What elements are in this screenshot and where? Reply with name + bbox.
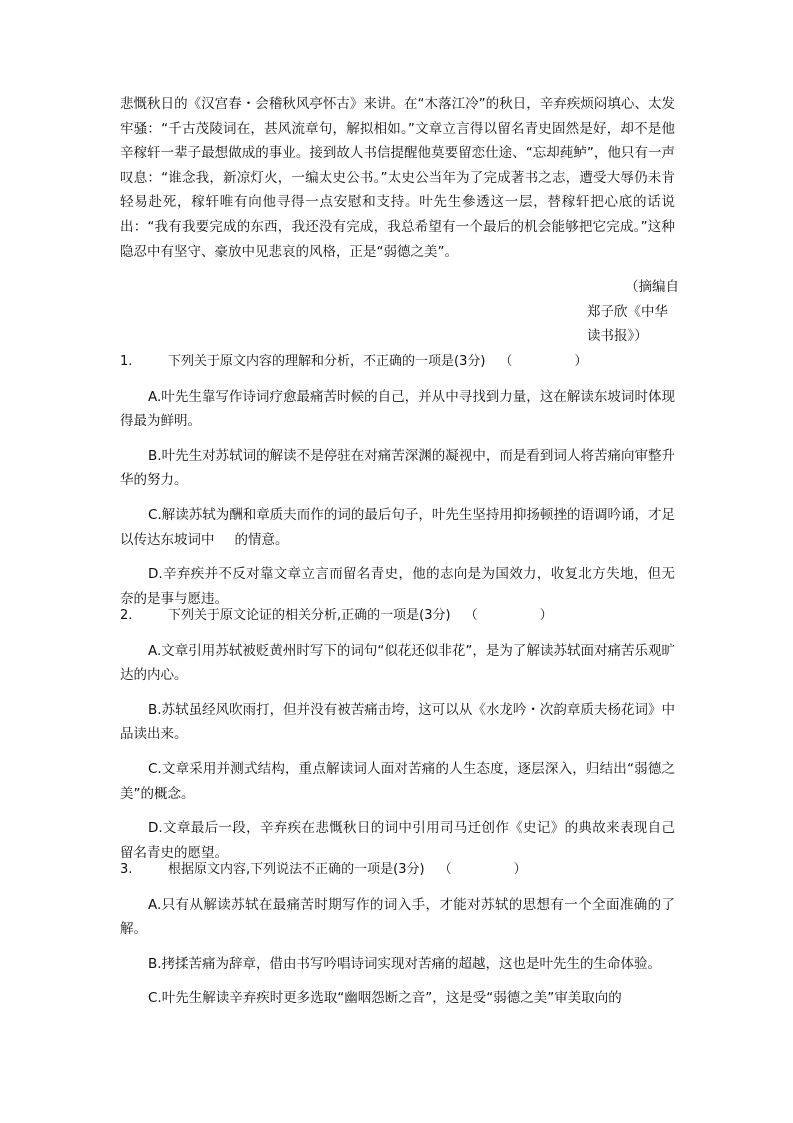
question-3-option-a: A.只有从解读苏轼在最痛苦时期写作的词入手，才能对苏轼的思想有一个全面准确的了解。: [120, 896, 675, 938]
source-line-1: （摘编自: [625, 279, 679, 295]
question-1-stem-line: [120, 350, 675, 375]
source-line-2: 郑子欣《中华: [587, 303, 668, 320]
question-1: [120, 350, 675, 611]
question-2-number: 2.: [120, 608, 133, 623]
question-3-answer-blank[interactable]: （ ）: [438, 862, 527, 877]
question-3: [120, 858, 675, 1011]
source-line-3: 读书报》）: [587, 328, 648, 345]
question-3-stem: 根据原文内容,下列说法不正确的一项是(3分): [168, 862, 425, 877]
question-2-option-c: C.文章采用并测式结构，重点解读词人面对苦痛的人生态度，逐层深入，归结出“弱德之美”的概念。: [120, 760, 675, 802]
question-1-stem: 下列关于原文内容的理解和分析，不正确的一项是(3分): [168, 354, 486, 369]
question-1-answer-blank[interactable]: （ ）: [499, 354, 588, 369]
question-3-option-c: C.叶先生解读辛弃疾时更多选取“幽咽怨断之音”，这是受“弱德之美”审美取向的: [148, 990, 622, 1007]
question-1-number: 1.: [120, 354, 133, 369]
question-3-number: 3.: [120, 862, 133, 877]
source-citation: [587, 275, 679, 349]
passage-paragraph: 悲慨秋日的《汉宫春・会稽秋风亭怀古》来讲。在“木落江冷”的秋日，辛弃疾烦闷填心、太发牢骚：“千古茂陵词在，甚风流章句，解拟相如。”文章立言得以留名青史固然是好，却不是他辛稼轩一辈子最想做成的事业。接到故人书信提醒他莫要留恋仕途、“忘却莼鲈”，他只有一声叹息：“谁念我，新凉灯火，一编太史公书。”太史公当年为了完成著书之志，遭受大辱仍未肯轻易赴死，稼轩唯有向他寻得一点安慰和支持。叶先生參透这一层，替稼轩把心底的话说出：“我有我要完成的东西，我还没有完成，我总希望有一个最后的机会能够把它完成。”这种隐忍中有坚守、豪放中见悲哀的风格，正是“弱德之美”。: [120, 96, 675, 260]
question-2-stem-line: [120, 604, 675, 629]
question-2-option-d: D.文章最后一段，辛弃疾在悲慨秋日的词中引用司马迁创作《史记》的典故来表现自己留名青史的愿望。: [120, 820, 675, 861]
question-2-stem: 下列关于原文论证的相关分析,正确的一项是(3分): [168, 608, 451, 623]
question-1-option-d: D.辛弃疾并不反对靠文章立言而留名青史，他的志向是为国效力，收复北方失地，但无奈的是事与愿违。: [120, 566, 675, 607]
question-1-option-b: B.叶先生对苏轼词的解读不是停驻在对痛苦深渊的凝视中，而是看到词人将苦痛向审整升华的努力。: [120, 447, 675, 489]
question-2-option-b: B.苏轼虽经风吹雨打，但并没有被苦痛击垮，这可以从《水龙吟・次韵章质夫杨花词》中品读出来。: [120, 701, 675, 743]
question-1-option-a: A.叶先生靠写作诗词疗愈最痛苦时候的自己，并从中寻找到力量，这在解读东坡词时体现得最为鲜明。: [120, 388, 675, 430]
question-2-option-a: A.文章引用苏轼被贬黄州时写下的词句“似花还似非花”，是为了解读苏轼面对痛苦乐观旷达的内心。: [120, 642, 675, 684]
question-3-stem-line: [120, 858, 675, 883]
passage-text: [120, 92, 675, 264]
question-3-option-b: B.拷揉苦痛为辞章，借由书写吟唱诗词实现对苦痛的超越，这也是叶先生的生命体验。: [148, 955, 662, 972]
question-1-option-c: C.解读苏轼为酬和章质夫而作的词的最后句子，叶先生坚持用抑扬顿挫的语调吟诵，才足以传达东坡词中 的情意。: [120, 506, 675, 548]
question-2: [120, 604, 675, 865]
question-2-answer-blank[interactable]: （ ）: [464, 608, 553, 623]
